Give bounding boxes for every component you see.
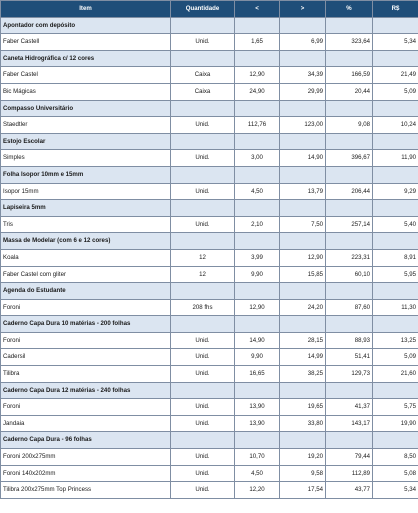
- cell-max-price[interactable]: 29,99: [280, 83, 326, 100]
- category-empty-cell[interactable]: [280, 166, 326, 183]
- cell-price-diff[interactable]: 5,34: [373, 34, 418, 51]
- cell-percent-diff[interactable]: 143,17: [326, 415, 373, 432]
- category-empty-cell[interactable]: [280, 100, 326, 117]
- category-empty-cell[interactable]: [326, 100, 373, 117]
- cell-price-diff[interactable]: 5,40: [373, 216, 418, 233]
- table-row: [1, 465, 418, 482]
- cell-percent-diff[interactable]: 129,73: [326, 366, 373, 383]
- category-empty-cell[interactable]: [280, 17, 326, 34]
- cell-percent-diff[interactable]: 223,31: [326, 249, 373, 266]
- cell-max-price[interactable]: 34,39: [280, 67, 326, 84]
- header-item[interactable]: Item: [1, 1, 171, 18]
- table-row: [1, 482, 418, 499]
- cell-price-diff[interactable]: 13,25: [373, 332, 418, 349]
- cell-min-price[interactable]: 13,90: [235, 399, 280, 416]
- cell-quantity[interactable]: Unid.: [171, 34, 235, 51]
- category-empty-cell[interactable]: [171, 316, 235, 333]
- cell-item[interactable]: Tris: [1, 216, 171, 233]
- cell-quantity[interactable]: 12: [171, 266, 235, 283]
- cell-percent-diff[interactable]: 41,37: [326, 399, 373, 416]
- cell-max-price[interactable]: 17,54: [280, 482, 326, 499]
- cell-item[interactable]: Cadersil: [1, 349, 171, 366]
- cell-max-price[interactable]: 13,79: [280, 183, 326, 200]
- category-empty-cell[interactable]: [171, 100, 235, 117]
- category-empty-cell[interactable]: [280, 316, 326, 333]
- table-row: [1, 34, 418, 51]
- cell-max-price[interactable]: 19,20: [280, 449, 326, 466]
- cell-price-diff[interactable]: 19,90: [373, 415, 418, 432]
- cell-min-price[interactable]: 14,90: [235, 332, 280, 349]
- category-empty-cell[interactable]: [171, 233, 235, 250]
- category-row: [1, 200, 418, 217]
- category-empty-cell[interactable]: [280, 382, 326, 399]
- cell-price-diff[interactable]: 5,95: [373, 266, 418, 283]
- category-empty-cell[interactable]: [373, 100, 418, 117]
- category-label[interactable]: Caderno Capa Dura - 96 folhas: [1, 432, 171, 449]
- category-empty-cell[interactable]: [280, 200, 326, 217]
- category-empty-cell[interactable]: [373, 17, 418, 34]
- cell-percent-diff[interactable]: 20,44: [326, 83, 373, 100]
- table-row: [1, 183, 418, 200]
- cell-quantity[interactable]: Unid.: [171, 150, 235, 167]
- cell-min-price[interactable]: 12,90: [235, 299, 280, 316]
- category-label[interactable]: Caderno Capa Dura 10 matérias - 200 folhas: [1, 316, 171, 333]
- category-empty-cell[interactable]: [373, 316, 418, 333]
- cell-item[interactable]: Bic Mágicas: [1, 83, 171, 100]
- cell-min-price[interactable]: 12,90: [235, 67, 280, 84]
- cell-min-price[interactable]: 4,50: [235, 183, 280, 200]
- cell-quantity[interactable]: 208 fhs: [171, 299, 235, 316]
- cell-min-price[interactable]: 13,90: [235, 415, 280, 432]
- cell-item[interactable]: Staedtler: [1, 117, 171, 134]
- cell-price-diff[interactable]: 9,29: [373, 183, 418, 200]
- cell-quantity[interactable]: Unid.: [171, 216, 235, 233]
- cell-price-diff[interactable]: 8,50: [373, 449, 418, 466]
- category-label[interactable]: Estojo Escolar: [1, 133, 171, 150]
- cell-max-price[interactable]: 123,00: [280, 117, 326, 134]
- cell-max-price[interactable]: 19,65: [280, 399, 326, 416]
- table-row: [1, 216, 418, 233]
- category-empty-cell[interactable]: [280, 233, 326, 250]
- cell-percent-diff[interactable]: 60,10: [326, 266, 373, 283]
- category-empty-cell[interactable]: [235, 432, 280, 449]
- category-empty-cell[interactable]: [235, 17, 280, 34]
- category-empty-cell[interactable]: [280, 133, 326, 150]
- cell-price-diff[interactable]: 5,75: [373, 399, 418, 416]
- header-price-diff[interactable]: R$: [373, 1, 418, 18]
- cell-price-diff[interactable]: 8,91: [373, 249, 418, 266]
- table-row: [1, 366, 418, 383]
- category-label[interactable]: Caderno Capa Dura 12 matérias - 240 folhas: [1, 382, 171, 399]
- cell-max-price[interactable]: 12,90: [280, 249, 326, 266]
- header-quantity[interactable]: Quantidade: [171, 1, 235, 18]
- category-label[interactable]: Massa de Modelar (com 6 e 12 cores): [1, 233, 171, 250]
- cell-min-price[interactable]: 4,50: [235, 465, 280, 482]
- category-row: [1, 382, 418, 399]
- category-empty-cell[interactable]: [326, 432, 373, 449]
- cell-quantity[interactable]: Caixa: [171, 83, 235, 100]
- category-empty-cell[interactable]: [235, 200, 280, 217]
- cell-item[interactable]: Jandaia: [1, 415, 171, 432]
- table-row: [1, 150, 418, 167]
- category-empty-cell[interactable]: [171, 382, 235, 399]
- category-label[interactable]: Lapiseira 5mm: [1, 200, 171, 217]
- cell-quantity[interactable]: Unid.: [171, 117, 235, 134]
- cell-percent-diff[interactable]: 396,67: [326, 150, 373, 167]
- cell-percent-diff[interactable]: 257,14: [326, 216, 373, 233]
- category-row: [1, 283, 418, 300]
- cell-quantity[interactable]: Caixa: [171, 67, 235, 84]
- table-row: [1, 266, 418, 283]
- table-row: [1, 399, 418, 416]
- cell-quantity[interactable]: Unid.: [171, 465, 235, 482]
- table-row: [1, 117, 418, 134]
- category-empty-cell[interactable]: [373, 166, 418, 183]
- cell-quantity[interactable]: 12: [171, 249, 235, 266]
- table-body: [1, 17, 418, 498]
- cell-quantity[interactable]: Unid.: [171, 183, 235, 200]
- category-row: [1, 133, 418, 150]
- category-empty-cell[interactable]: [373, 200, 418, 217]
- cell-percent-diff[interactable]: 43,77: [326, 482, 373, 499]
- category-empty-cell[interactable]: [326, 17, 373, 34]
- cell-item[interactable]: Faber Castel com gliter: [1, 266, 171, 283]
- cell-price-diff[interactable]: 5,34: [373, 482, 418, 499]
- cell-price-diff[interactable]: 11,90: [373, 150, 418, 167]
- cell-price-diff[interactable]: 5,08: [373, 465, 418, 482]
- cell-quantity[interactable]: Unid.: [171, 399, 235, 416]
- cell-min-price[interactable]: 112,76: [235, 117, 280, 134]
- cell-percent-diff[interactable]: 88,93: [326, 332, 373, 349]
- header-percent-diff[interactable]: %: [326, 1, 373, 18]
- cell-item[interactable]: Koala: [1, 249, 171, 266]
- cell-min-price[interactable]: 3,00: [235, 150, 280, 167]
- cell-max-price[interactable]: 14,99: [280, 349, 326, 366]
- cell-item[interactable]: Foroni 140x202mm: [1, 465, 171, 482]
- category-label[interactable]: Folha Isopor 10mm e 15mm: [1, 166, 171, 183]
- cell-item[interactable]: Foroni: [1, 299, 171, 316]
- cell-min-price[interactable]: 10,70: [235, 449, 280, 466]
- category-empty-cell[interactable]: [235, 166, 280, 183]
- table-row: [1, 299, 418, 316]
- cell-min-price[interactable]: 12,20: [235, 482, 280, 499]
- cell-min-price[interactable]: 2,10: [235, 216, 280, 233]
- category-label[interactable]: Agenda do Estudante: [1, 283, 171, 300]
- cell-max-price[interactable]: 24,20: [280, 299, 326, 316]
- cell-min-price[interactable]: 24,90: [235, 83, 280, 100]
- cell-item[interactable]: Faber Castell: [1, 34, 171, 51]
- cell-item[interactable]: Tilibra: [1, 366, 171, 383]
- table-row: [1, 415, 418, 432]
- cell-percent-diff[interactable]: 112,89: [326, 465, 373, 482]
- category-empty-cell[interactable]: [235, 316, 280, 333]
- category-row: [1, 50, 418, 67]
- table-row: [1, 83, 418, 100]
- table-row: [1, 349, 418, 366]
- cell-item[interactable]: Faber Castel: [1, 67, 171, 84]
- cell-item[interactable]: Foroni: [1, 332, 171, 349]
- category-empty-cell[interactable]: [280, 283, 326, 300]
- category-empty-cell[interactable]: [235, 50, 280, 67]
- category-empty-cell[interactable]: [326, 166, 373, 183]
- category-empty-cell[interactable]: [171, 200, 235, 217]
- category-empty-cell[interactable]: [326, 133, 373, 150]
- cell-item[interactable]: Simples: [1, 150, 171, 167]
- category-empty-cell[interactable]: [235, 133, 280, 150]
- category-empty-cell[interactable]: [235, 100, 280, 117]
- category-empty-cell[interactable]: [171, 432, 235, 449]
- cell-item[interactable]: Tilibra 200x275mm Top Princess: [1, 482, 171, 499]
- category-empty-cell[interactable]: [171, 133, 235, 150]
- cell-max-price[interactable]: 15,85: [280, 266, 326, 283]
- category-empty-cell[interactable]: [171, 283, 235, 300]
- cell-price-diff[interactable]: 10,24: [373, 117, 418, 134]
- category-row: [1, 316, 418, 333]
- cell-item[interactable]: Foroni 200x275mm: [1, 449, 171, 466]
- category-empty-cell[interactable]: [373, 50, 418, 67]
- table-row: [1, 249, 418, 266]
- cell-max-price[interactable]: 6,99: [280, 34, 326, 51]
- category-row: [1, 233, 418, 250]
- cell-percent-diff[interactable]: 51,41: [326, 349, 373, 366]
- category-empty-cell[interactable]: [280, 50, 326, 67]
- cell-min-price[interactable]: 3,99: [235, 249, 280, 266]
- cell-min-price[interactable]: 16,65: [235, 366, 280, 383]
- cell-quantity[interactable]: Unid.: [171, 332, 235, 349]
- category-empty-cell[interactable]: [326, 316, 373, 333]
- category-empty-cell[interactable]: [171, 50, 235, 67]
- cell-quantity[interactable]: Unid.: [171, 349, 235, 366]
- category-empty-cell[interactable]: [326, 200, 373, 217]
- category-empty-cell[interactable]: [171, 17, 235, 34]
- category-empty-cell[interactable]: [280, 432, 326, 449]
- cell-price-diff[interactable]: 11,30: [373, 299, 418, 316]
- header-min-price[interactable]: <: [235, 1, 280, 18]
- cell-max-price[interactable]: 28,15: [280, 332, 326, 349]
- category-empty-cell[interactable]: [171, 166, 235, 183]
- cell-price-diff[interactable]: 5,09: [373, 349, 418, 366]
- category-empty-cell[interactable]: [235, 382, 280, 399]
- table-row: [1, 332, 418, 349]
- header-max-price[interactable]: >: [280, 1, 326, 18]
- category-empty-cell[interactable]: [235, 283, 280, 300]
- category-label[interactable]: Apontador com depósito: [1, 17, 171, 34]
- category-row: [1, 17, 418, 34]
- header-row: [1, 1, 418, 18]
- cell-quantity[interactable]: Unid.: [171, 415, 235, 432]
- category-row: [1, 166, 418, 183]
- cell-min-price[interactable]: 9,90: [235, 349, 280, 366]
- category-row: [1, 100, 418, 117]
- cell-quantity[interactable]: Unid.: [171, 366, 235, 383]
- cell-quantity[interactable]: Unid.: [171, 482, 235, 499]
- cell-price-diff[interactable]: 21,49: [373, 67, 418, 84]
- category-empty-cell[interactable]: [373, 233, 418, 250]
- cell-max-price[interactable]: 14,90: [280, 150, 326, 167]
- cell-price-diff[interactable]: 5,09: [373, 83, 418, 100]
- category-empty-cell[interactable]: [373, 432, 418, 449]
- category-empty-cell[interactable]: [373, 382, 418, 399]
- cell-price-diff[interactable]: 21,60: [373, 366, 418, 383]
- cell-max-price[interactable]: 33,80: [280, 415, 326, 432]
- cell-item[interactable]: Isopor 15mm: [1, 183, 171, 200]
- cell-max-price[interactable]: 7,50: [280, 216, 326, 233]
- cell-min-price[interactable]: 1,65: [235, 34, 280, 51]
- category-label[interactable]: Caneta Hidrográfica c/ 12 cores: [1, 50, 171, 67]
- cell-min-price[interactable]: 9,90: [235, 266, 280, 283]
- cell-percent-diff[interactable]: 166,59: [326, 67, 373, 84]
- category-label[interactable]: Compasso Universitário: [1, 100, 171, 117]
- cell-percent-diff[interactable]: 87,60: [326, 299, 373, 316]
- category-row: [1, 432, 418, 449]
- category-empty-cell[interactable]: [326, 233, 373, 250]
- cell-quantity[interactable]: Unid.: [171, 449, 235, 466]
- cell-percent-diff[interactable]: 206,44: [326, 183, 373, 200]
- category-empty-cell[interactable]: [373, 133, 418, 150]
- category-empty-cell[interactable]: [326, 382, 373, 399]
- cell-percent-diff[interactable]: 9,08: [326, 117, 373, 134]
- table-row: [1, 449, 418, 466]
- cell-percent-diff[interactable]: 323,64: [326, 34, 373, 51]
- category-empty-cell[interactable]: [373, 283, 418, 300]
- category-empty-cell[interactable]: [326, 50, 373, 67]
- table-row: [1, 67, 418, 84]
- category-empty-cell[interactable]: [235, 233, 280, 250]
- category-empty-cell[interactable]: [326, 283, 373, 300]
- cell-percent-diff[interactable]: 79,44: [326, 449, 373, 466]
- cell-max-price[interactable]: 38,25: [280, 366, 326, 383]
- cell-item[interactable]: Foroni: [1, 399, 171, 416]
- cell-max-price[interactable]: 9,58: [280, 465, 326, 482]
